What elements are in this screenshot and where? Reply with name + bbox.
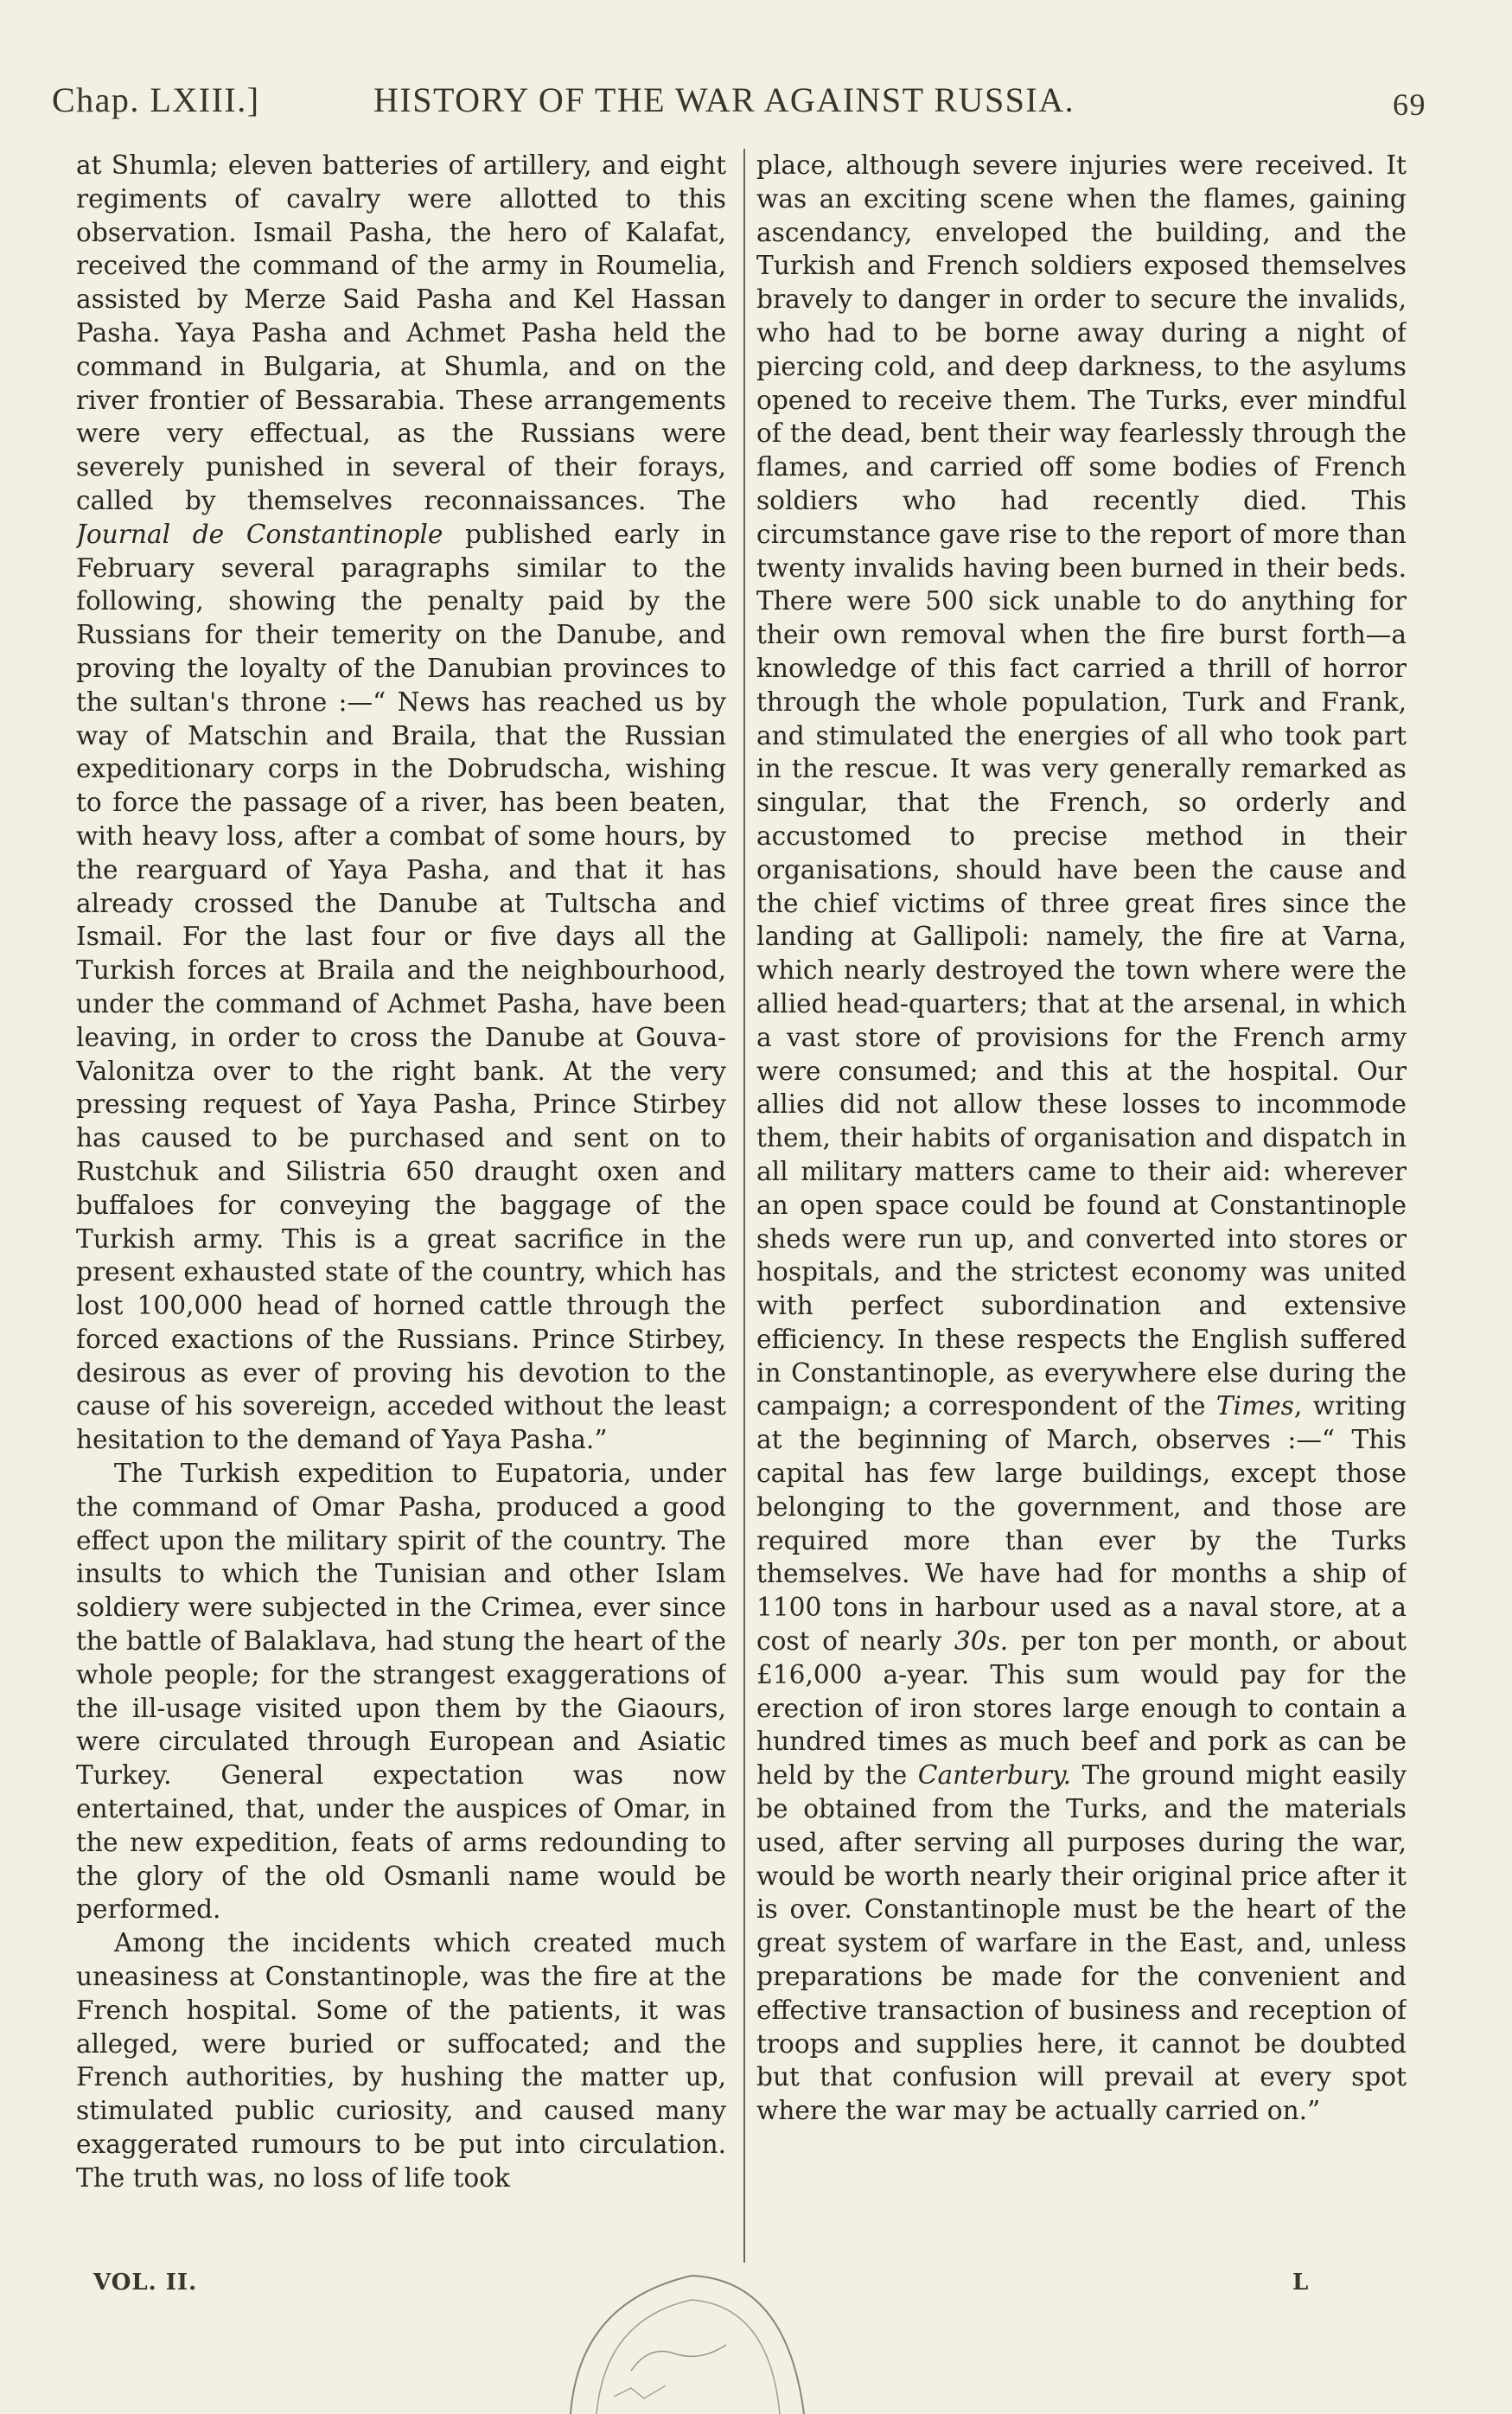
volume-label: VOL. II.	[93, 2270, 198, 2296]
paragraph: The Turkish expedition to Eupatoria, under the command of Omar Pasha, produced a good effect upon the military spirit of the country. The insults to which the Tunisian and other Islam soldiery were subjected in the Crimea, ever since the battle of Balaklava, had stung the heart of the whole people; for the strangest exaggerations of the ill-usage visited upon them by the Giaours, were circulated through European and Asiatic Turkey. General expectation was now entertained, that, under the auspices of Omar, in the new expedition, feats of arms redounding to the glory of the old Osmanli name would be performed.	[76, 1459, 726, 1925]
left-column	[76, 149, 726, 2258]
running-head	[52, 80, 1426, 131]
paragraph: Among the incidents which created much uneasiness at Constantinople, was the fire at the French hospital. Some of the patients, it was alleged, were buried or suffocated; and the French authorities, by hushing the matter up, stimulated public curiosity, and caused many exaggerated rumours to be put into circulation. The truth was, no loss of life took	[76, 1928, 726, 2193]
paragraph: place, although severe injuries were received. It was an exciting scene when the flames, gaining ascendancy, enveloped the building, and the Turkish and French soldiers exposed themselves bravely to danger in order to secure the invalids, who had to be borne away during a night of piercing cold, and deep darkness, to the asylums opened to receive them. The Turks, ever mindful of the dead, bent their way fearlessly through the flames, and carried off some bodies of French soldiers who had recently died. This circumstance gave rise to the report of more than twenty invalids having been burned in their beds. There were 500 sick unable to do anything for their own removal when the fire burst forth—a knowledge of this fact carried a thrill of horror through the whole population, Turk and Frank, and stimulated the energies of all who took part in the rescue. It was very generally remarked as singular, that the French, so orderly and accustomed to precise method in their organisations, should have been the cause and the chief victims of three great fires since the landing at Gallipoli: namely, the fire at Varna, which nearly destroyed the town where were the allied head-quarters; that at the arsenal, in which a vast store of provisions for the French army were consumed; and this at the hospital. Our allies did not allow these losses to incommode them, their habits of organisation and dispatch in all military matters came to their aid: wherever an open space could be found at Constantinople sheds were run up, and converted into stores or hospitals, and the strictest economy was united with perfect subordination and extensive efficiency. In these respects the English suffered in Constantinople, as everywhere else during the campaign; a correspondent of the Times, writing at the beginning of March, observes :—“ This capital has few large buildings, except those belonging to the government, and those are required more than ever by the Turks themselves. We have had for months a ship of 1100 tons in harbour used as a naval store, at a cost of nearly 30s. per ton per month, or about £16,000 a-year. This sum would pay for the erection of iron stores large enough to contain a hundred times as much beef and pork as can be held by the Canterbury. The ground might easily be obtained from the Turks, and the materials used, after serving all purposes during the war, would be worth nearly their original price after it is over. Constantinople must be the heart of the great system of warfare in the East, and, unless preparations be made for the convenient and effective transaction of business and reception of troops and supplies here, it cannot be doubted but that confusion will prevail at every spot where the war may be actually carried on.”	[756, 150, 1407, 2126]
page-title: HISTORY OF THE WAR AGAINST RUSSIA.	[373, 80, 1075, 119]
right-column	[756, 149, 1407, 2258]
page-number: 69	[1393, 87, 1426, 122]
paragraph: at Shumla; eleven batteries of artillery, and eight regiments of cavalry were allotted to this observation. Ismail Pasha, the hero of Kalafat, received the command of the army in Roumelia, assisted by Merze Said Pasha and Kel Hassan Pasha. Yaya Pasha and Achmet Pasha held the command in Bulgaria, at Shumla, and on the river frontier of Bessarabia. These arrangements were very effectual, as the Russians were severely punished in several of their forays, called by themselves reconnaissances. The Journal de Constantinople published early in February several paragraphs similar to the following, showing the penalty paid by the Russians for their temerity on the Danube, and proving the loyalty of the Danubian provinces to the sultan's throne :—“ News has reached us by way of Matschin and Braila, that the Russian expeditionary corps in the Dobrudscha, wishing to force the passage of a river, has been beaten, with heavy loss, after a combat of some hours, by the rearguard of Yaya Pasha, and that it has already crossed the Danube at Tultscha and Ismail. For the last four or five days all the Turkish forces at Braila and the neighbourhood, under the command of Achmet Pasha, have been leaving, in order to cross the Danube at Gouva-Valonitza over to the right bank. At the very pressing request of Yaya Pasha, Prince Stirbey has caused to be purchased and sent on to Rustchuk and Silistria 650 draught oxen and buffaloes for conveying the baggage of the Turkish army. This is a great sacrifice in the present exhausted state of the country, which has lost 100,000 head of horned cattle through the forced exactions of the Russians. Prince Stirbey, desirous as ever of proving his devotion to the cause of his sovereign, acceded without the least hesitation to the demand of Yaya Pasha.”	[76, 150, 726, 1455]
column-divider	[743, 149, 745, 2263]
signature-mark: L	[1292, 2270, 1309, 2296]
library-stamp	[562, 2267, 813, 2414]
chapter-label: Chap. LXIII.]	[52, 80, 260, 119]
